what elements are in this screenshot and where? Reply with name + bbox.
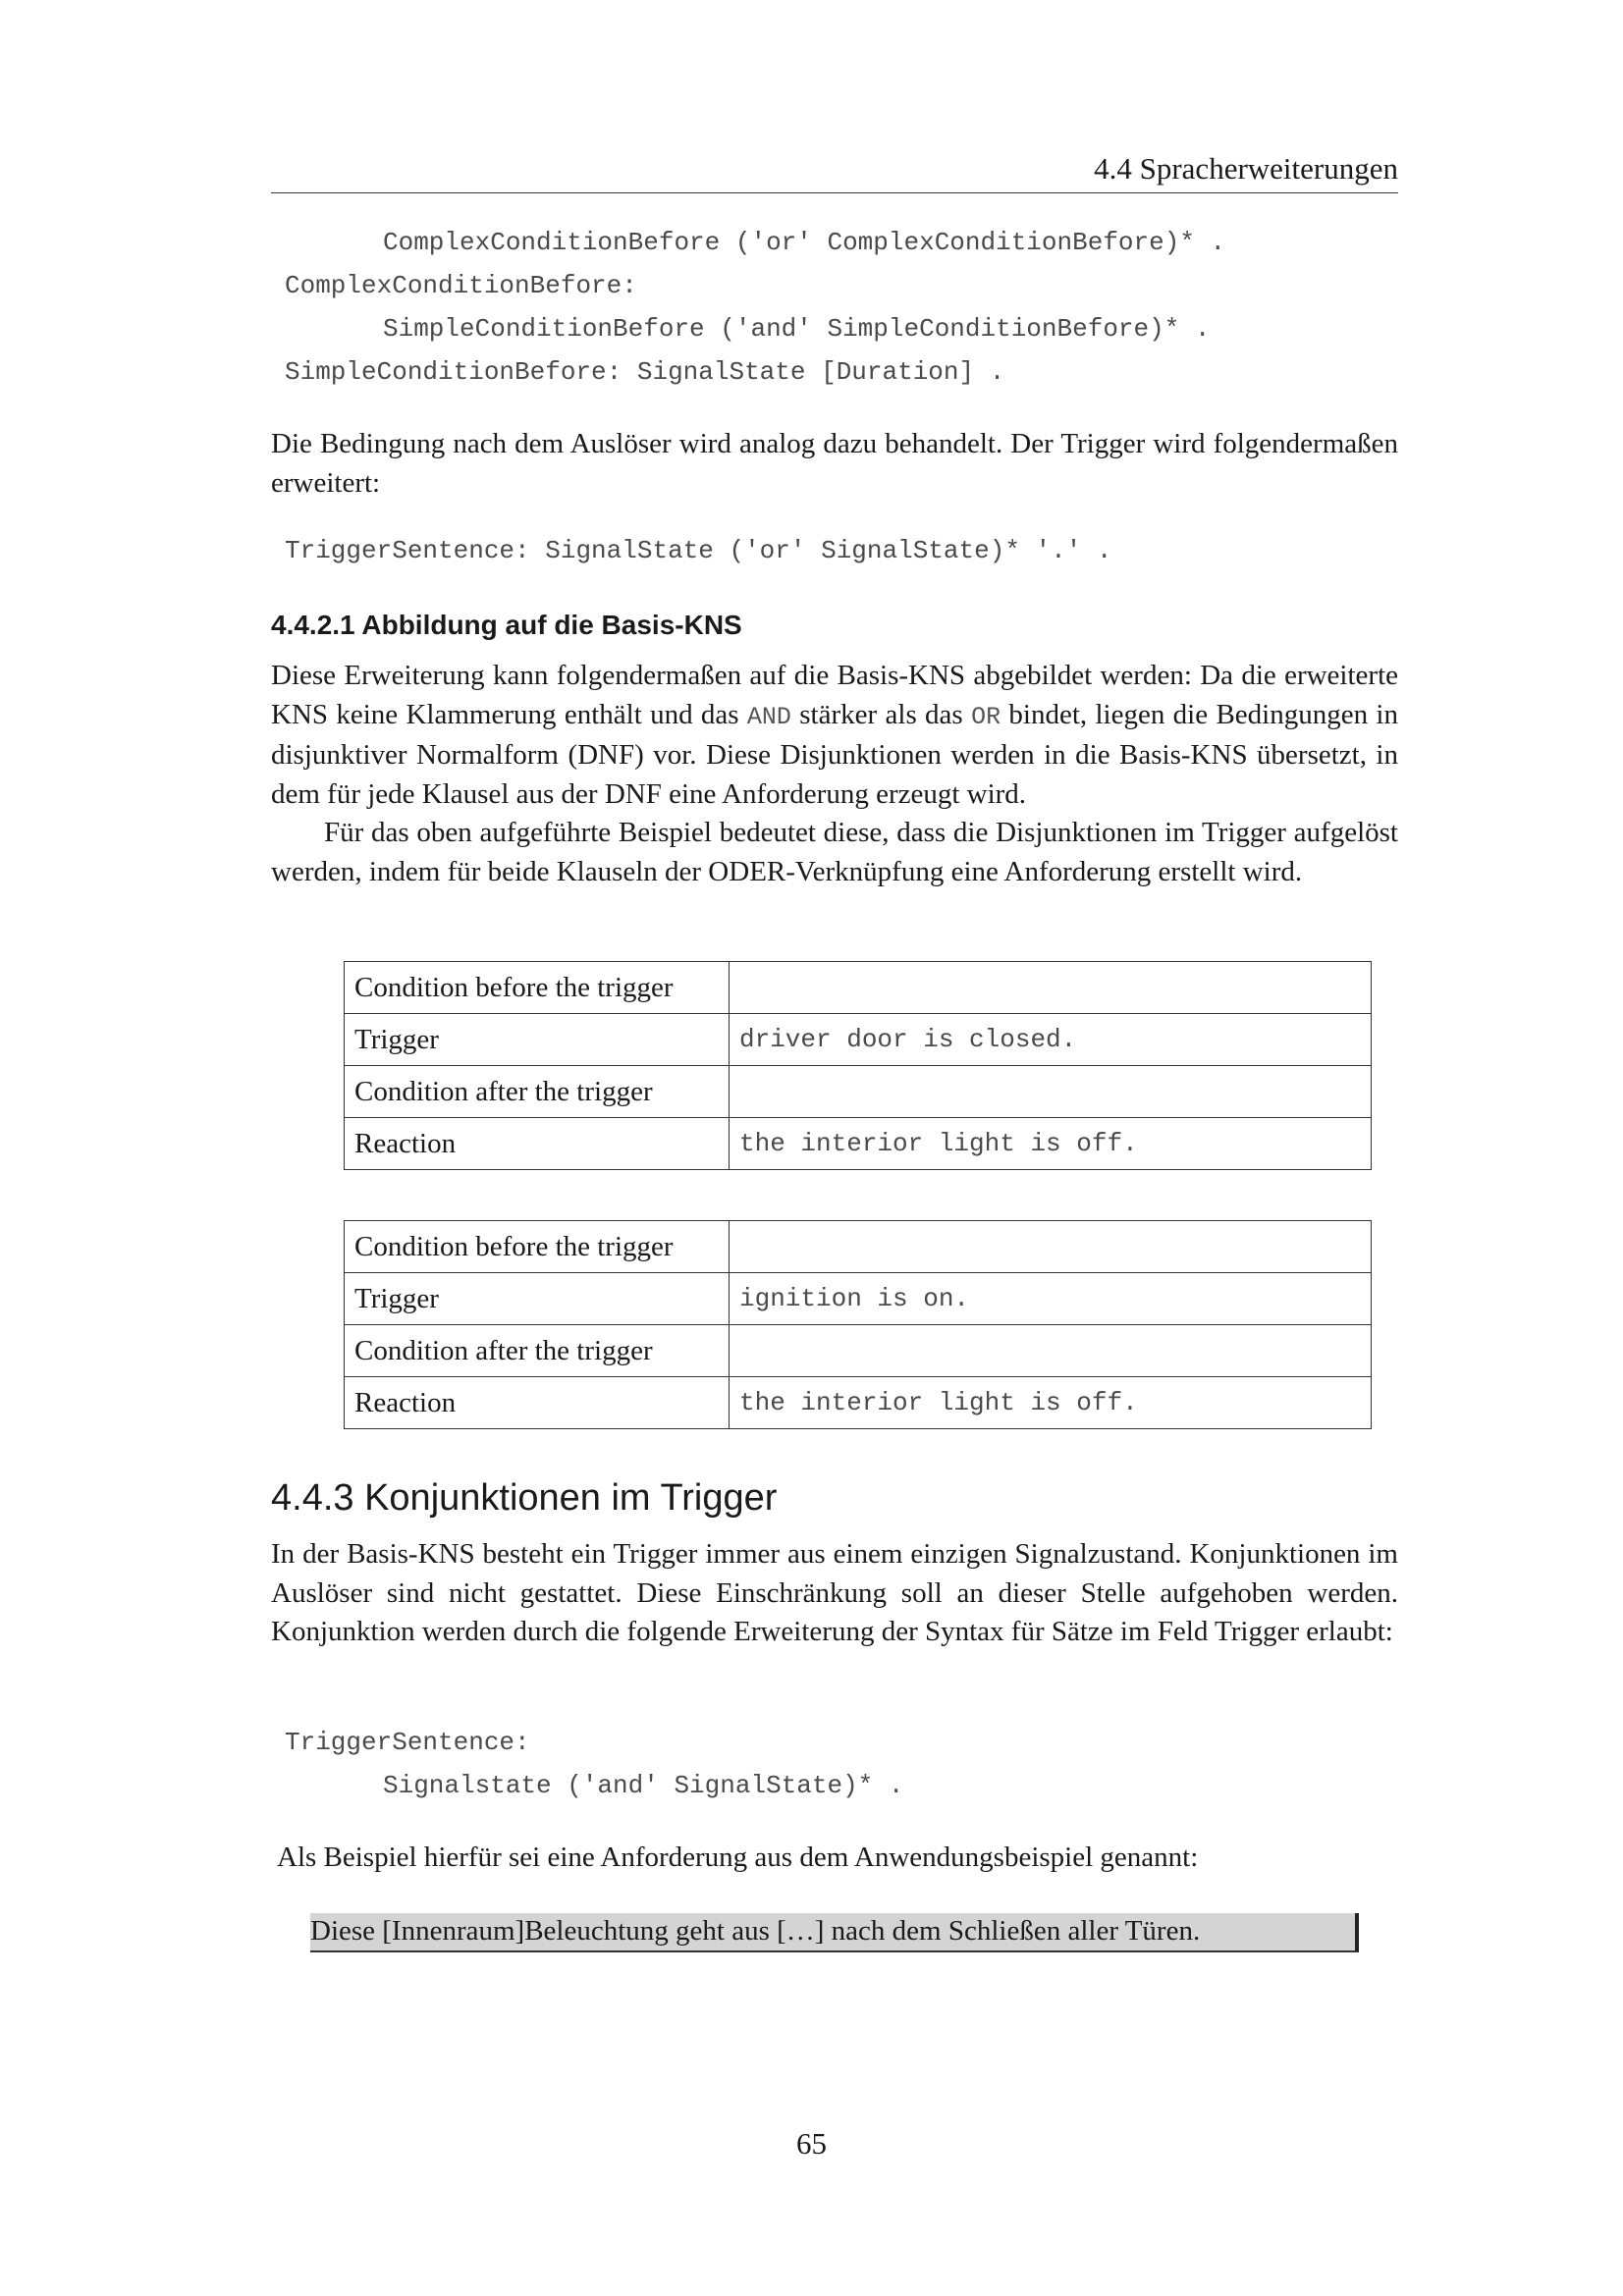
row-label: Trigger — [345, 1273, 730, 1325]
row-label: Condition after the trigger — [345, 1325, 730, 1377]
paragraph-trigger-extension — [271, 425, 1398, 503]
text-run: bindet, liegen die Bedingungen in disjunktiver Normalform (DNF) vor. Diese Disjunktionen werden in die Basis-KNS übersetzt, in dem für jede Klausel aus der DNF eine Anforderung erzeugt wird. — [271, 698, 1398, 810]
requirement-table-1 — [344, 961, 1372, 1170]
paragraph-text: Als Beispiel hierfür sei eine Anforderung aus dem Anwendungsbeispiel genannt: — [277, 1842, 1199, 1873]
running-header-title: 4.4 Spracherweiterungen — [1094, 151, 1398, 186]
subsection-title: 4.4.2.1 Abbildung auf die Basis-KNS — [271, 610, 742, 640]
requirement-table-2 — [344, 1220, 1372, 1429]
paragraph-conjunctions — [271, 1535, 1398, 1652]
row-value: the interior light is off. — [730, 1118, 1372, 1170]
row-value: the interior light is off. — [730, 1377, 1372, 1429]
table-row — [345, 1118, 1372, 1170]
grammar-line: TriggerSentence: SignalState ('or' SignalState)* '.' . — [285, 536, 1112, 565]
and-keyword: AND — [746, 702, 791, 731]
row-label: Trigger — [345, 1014, 730, 1066]
paragraph-example-intro — [277, 1839, 1404, 1878]
table-row — [345, 962, 1372, 1014]
row-label: Condition before the trigger — [345, 1221, 730, 1273]
table-row — [345, 1066, 1372, 1118]
row-value: ignition is on. — [730, 1273, 1372, 1325]
row-label: Reaction — [345, 1118, 730, 1170]
grammar-line: ComplexConditionBefore ('or' ComplexConditionBefore)* . — [383, 228, 1226, 257]
row-value — [730, 1066, 1372, 1118]
page-number: 65 — [796, 2126, 827, 2161]
row-label: Condition before the trigger — [345, 962, 730, 1014]
paragraph-mapping — [271, 657, 1398, 891]
grammar-line: TriggerSentence: — [285, 1728, 530, 1757]
page-header — [271, 147, 1398, 193]
row-label: Reaction — [345, 1377, 730, 1429]
grammar-line: ComplexConditionBefore: — [285, 271, 637, 300]
paragraph-text: In der Basis-KNS besteht ein Trigger immer aus einem einzigen Signalzustand. Konjunktionen im Auslöser sind nicht gestattet. Diese Einschränkung soll an dieser Stelle aufgehoben werden. Konjunktion werden durch die folgende Erweiterung der Syntax für Sätze im Feld Trigger erlaubt: — [271, 1538, 1398, 1647]
table-row — [345, 1273, 1372, 1325]
section-title: 4.4.3 Konjunktionen im Trigger — [271, 1477, 778, 1519]
table-row — [345, 1325, 1372, 1377]
row-value — [730, 1325, 1372, 1377]
table-row — [345, 1014, 1372, 1066]
paragraph-text: Die Bedingung nach dem Auslöser wird analog dazu behandelt. Der Trigger wird folgendermaßen erweitert: — [271, 428, 1398, 499]
paragraph-text — [271, 657, 1398, 814]
grammar-line: SimpleConditionBefore: SignalState [Duration] . — [285, 357, 1005, 387]
row-label: Condition after the trigger — [345, 1066, 730, 1118]
row-value — [730, 962, 1372, 1014]
paragraph-text: Für das oben aufgeführte Beispiel bedeutet diese, dass die Disjunktionen im Trigger aufgelöst werden, indem für beide Klauseln der ODER-Verknüpfung eine Anforderung erstellt wird. — [271, 817, 1398, 887]
grammar-line: SimpleConditionBefore ('and' SimpleConditionBefore)* . — [383, 314, 1211, 344]
or-keyword: OR — [971, 702, 1001, 731]
example-requirement: Diese [Innenraum]Beleuchtung geht aus […] nach dem Schließen aller Türen. — [310, 1913, 1359, 1952]
table-row — [345, 1221, 1372, 1273]
text-run: stärker als das — [790, 698, 972, 730]
row-value: driver door is closed. — [730, 1014, 1372, 1066]
table-row — [345, 1377, 1372, 1429]
text-run: Diese Erweiterung kann folgendermaßen auf die Basis-KNS abgebildet werden: Da die erweiterte KNS keine Klammerung enthält und das — [271, 660, 1398, 730]
row-value — [730, 1221, 1372, 1273]
grammar-line: Signalstate ('and' SignalState)* . — [383, 1771, 904, 1800]
